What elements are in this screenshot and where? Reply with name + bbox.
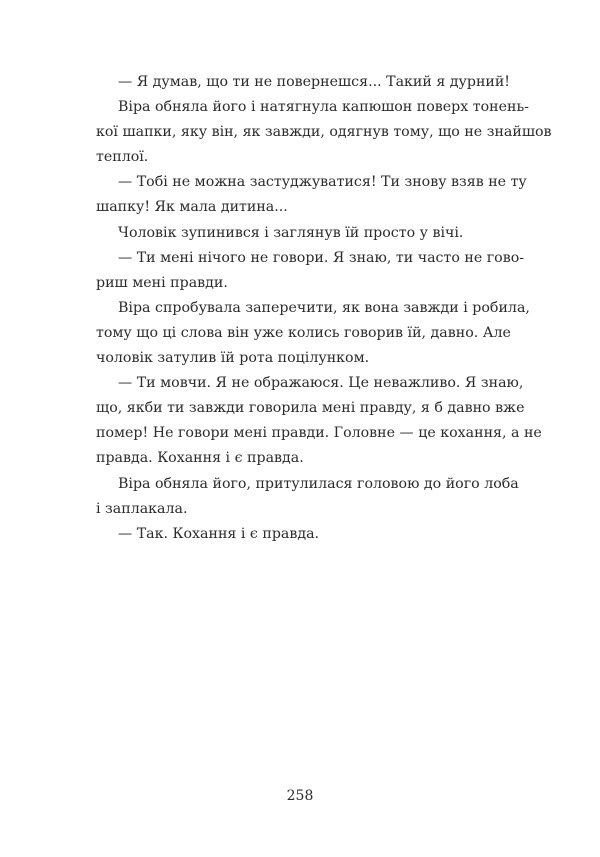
page-number: 258 [286,788,314,804]
text-line: — Я думав, що ти не повернешся... Такий я дурний! [118,74,511,90]
text-line: Віра обняла його і натягнула капюшон поверх тонень- [118,99,529,116]
text-line: тому що ці слова він уже колись говорив їй, давно. Але [96,324,511,341]
text-line: теплої. [96,149,149,166]
text-line: кої шапки, яку він, як завжди, одягнув тому, що не знайшов [96,124,552,141]
paragraph [96,246,525,296]
paragraph [96,522,506,547]
text-line: чоловік затулив їй рота поцілунком. [96,350,370,367]
text-line: — Ти мені нічого не говори. Я знаю, ти часто не гово- [118,249,525,266]
text-line: і заплакала. [96,500,188,517]
body-text [96,70,552,547]
text-line: помер! Не говори мені правди. Головне — це кохання, а не [96,425,542,442]
text-line: Чоловік зупинився і заглянув їй просто у вічі. [118,224,464,241]
paragraph [96,472,519,522]
paragraph [96,296,530,371]
text-line: — Так. Кохання і є правда. [118,525,320,542]
text-line: Віра обняла його, притулилася головою до його лоба [118,475,519,492]
text-line: риш мені правди. [96,274,228,291]
paragraph [96,95,552,170]
text-line: що, якби ти завжди говорила мені правду, я б давно вже [96,400,525,417]
text-line: — Ти мовчи. Я не ображаюся. Це неважливо. Я знаю, [118,375,524,392]
text-line: правда. Кохання і є правда. [96,450,304,467]
text-line: — Тобі не можна застуджуватися! Ти знову взяв не ту [118,174,527,191]
paragraph [96,371,542,471]
paragraph [96,70,511,95]
paragraph [96,170,527,220]
paragraph [96,221,506,246]
text-line: Віра спробувала заперечити, як вона завжди і робила, [118,299,530,316]
text-line: шапку! Як мала дитина... [96,199,288,216]
